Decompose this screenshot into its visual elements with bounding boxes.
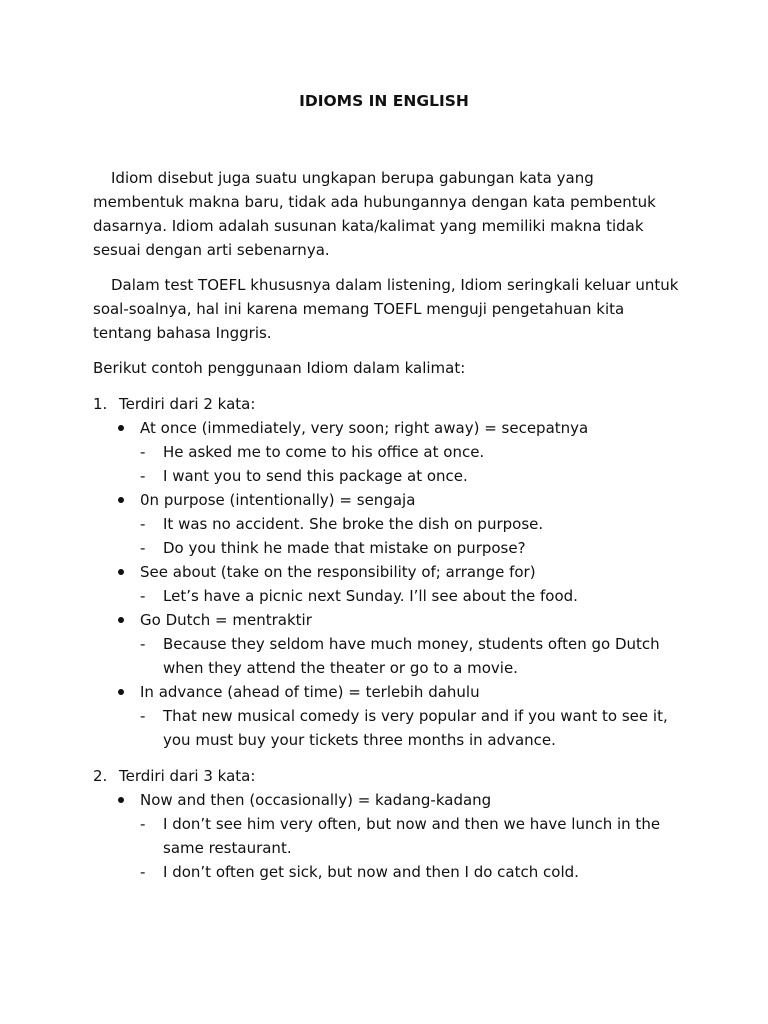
example-text: That new musical comedy is very popular and if you want to see it, you must buy your tickets three months in advance. — [163, 707, 668, 749]
section-title: Terdiri dari 2 kata: — [119, 395, 256, 413]
dash-icon: - — [140, 707, 146, 725]
idiom-item — [93, 680, 683, 752]
example-item — [140, 860, 683, 884]
example-text: I don’t see him very often, but now and then we have lunch in the same restaurant. — [163, 815, 661, 857]
document-body — [93, 166, 683, 884]
example-item — [140, 812, 683, 860]
document-title: IDIOMS IN ENGLISH — [299, 92, 469, 110]
idiom-list — [93, 788, 683, 884]
idiom-item — [93, 788, 683, 884]
idiom-item — [93, 560, 683, 608]
example-text: He asked me to come to his office at once. — [163, 443, 485, 461]
example-list — [140, 440, 683, 488]
section-heading — [93, 764, 683, 788]
bullet-icon — [118, 797, 124, 803]
paragraph-toefl: Dalam test TOEFL khususnya dalam listening, Idiom seringkali keluar untuk soal-soalnya, hal ini karena memang TOEFL menguji pengetahuan kita tentang bahasa Inggris. — [93, 276, 679, 342]
dash-icon: - — [140, 467, 146, 485]
dash-icon: - — [140, 587, 146, 605]
example-item — [140, 512, 683, 536]
example-text: I want you to send this package at once. — [163, 467, 468, 485]
section-heading — [93, 392, 683, 416]
bullet-icon — [118, 569, 124, 575]
idiom-term: See about (take on the responsibility of; arrange for) — [140, 563, 536, 581]
idiom-list — [93, 416, 683, 752]
dash-icon: - — [140, 515, 146, 533]
dash-icon: - — [140, 443, 146, 461]
example-item — [140, 632, 683, 680]
example-text: Because they seldom have much money, students often go Dutch when they attend the theater or go to a movie. — [163, 635, 660, 677]
bullet-icon — [118, 617, 124, 623]
example-text: I don’t often get sick, but now and then I do catch cold. — [163, 863, 579, 881]
section-number: 2. — [93, 767, 108, 785]
idiom-item — [93, 608, 683, 680]
example-text: Let’s have a picnic next Sunday. I’ll see about the food. — [163, 587, 578, 605]
example-text: It was no accident. She broke the dish on purpose. — [163, 515, 544, 533]
intro-text: Berikut contoh penggunaan Idiom dalam kalimat: — [93, 359, 466, 377]
dash-icon: - — [140, 863, 146, 881]
example-item — [140, 584, 683, 608]
idiom-term: Go Dutch = mentraktir — [140, 611, 312, 629]
example-list — [140, 512, 683, 560]
bullet-icon — [118, 689, 124, 695]
idiom-term: At once (immediately, very soon; right away) = secepatnya — [140, 419, 589, 437]
idiom-term: Now and then (occasionally) = kadang-kadang — [140, 791, 492, 809]
paragraph-definition: Idiom disebut juga suatu ungkapan berupa gabungan kata yang membentuk makna baru, tidak ada hubungannya dengan kata pembentuk dasarnya. Idiom adalah susunan kata/kalimat yang memiliki makna tidak sesuai dengan arti sebenarnya. — [93, 169, 656, 259]
idiom-term: In advance (ahead of time) = terlebih dahulu — [140, 683, 480, 701]
example-list — [140, 632, 683, 680]
dash-icon: - — [140, 815, 146, 833]
example-item — [140, 704, 683, 752]
example-list — [140, 704, 683, 752]
idiom-item — [93, 488, 683, 560]
idiom-term: 0n purpose (intentionally) = sengaja — [140, 491, 416, 509]
example-text: Do you think he made that mistake on purpose? — [163, 539, 526, 557]
example-item — [140, 464, 683, 488]
idiom-item — [93, 416, 683, 488]
bullet-icon — [118, 425, 124, 431]
section-title: Terdiri dari 3 kata: — [119, 767, 256, 785]
example-list — [140, 812, 683, 884]
dash-icon: - — [140, 539, 146, 557]
example-item — [140, 440, 683, 464]
example-list — [140, 584, 683, 608]
section-number: 1. — [93, 395, 108, 413]
bullet-icon — [118, 497, 124, 503]
dash-icon: - — [140, 635, 146, 653]
example-item — [140, 536, 683, 560]
